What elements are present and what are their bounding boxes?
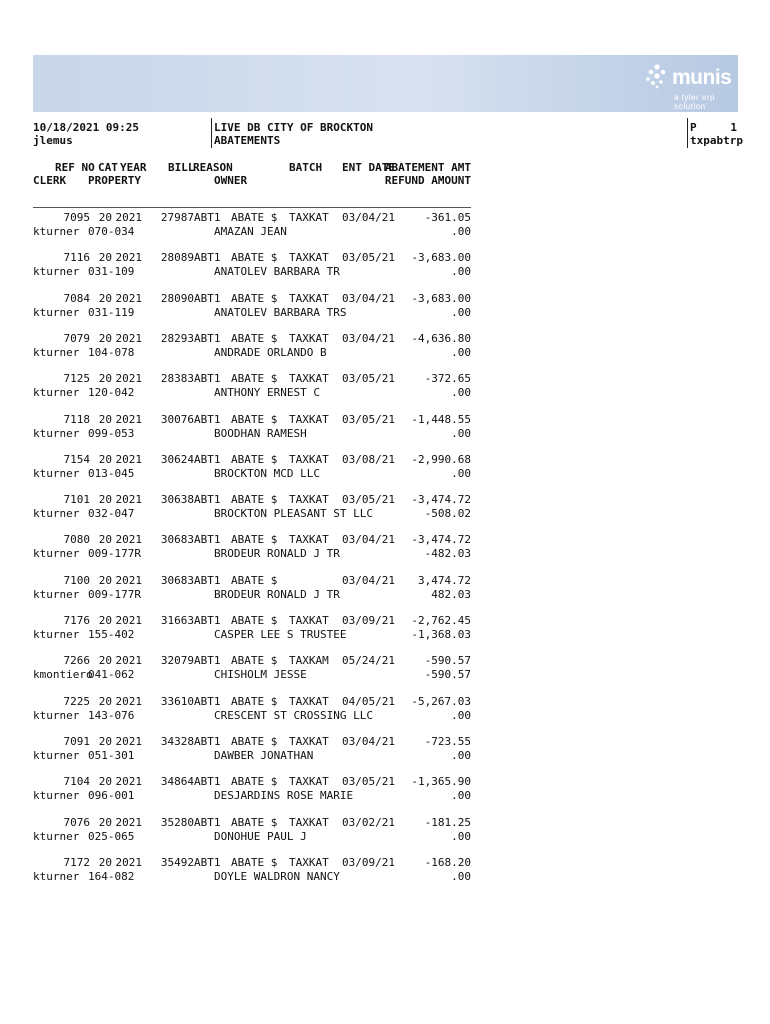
record-refund-amount: -1,368.03	[411, 628, 471, 641]
record-bill: 30683	[160, 573, 194, 587]
record-reason: ABT1	[194, 533, 221, 547]
record-bill: 34328	[160, 734, 194, 748]
record-bill: 35492	[160, 855, 194, 869]
header-divider-right	[687, 118, 688, 148]
record-desc: ABATE $	[231, 291, 278, 305]
record-ref-no: 7172	[63, 855, 90, 869]
record-abatement-amt: -3,474.72	[411, 493, 471, 507]
page-number: 1	[730, 121, 737, 134]
record-clerk: kturner	[33, 587, 80, 601]
col-year: YEAR	[120, 161, 147, 174]
report-datetime: 10/18/2021 09:25	[33, 121, 139, 134]
logo-wordmark: munis	[672, 66, 732, 89]
record-bill: 28090	[160, 291, 194, 305]
record-year: 2021	[115, 573, 142, 587]
record-clerk: kturner	[33, 345, 80, 359]
record-batch: TAXKAT	[289, 614, 329, 627]
record-batch: TAXKAT	[289, 734, 329, 748]
record-refund-amount: 482.03	[431, 587, 471, 601]
col-ent-date: ENT DATE	[342, 161, 395, 174]
record-property: 025-065	[88, 829, 135, 843]
record-refund-amount: -482.03	[424, 547, 471, 561]
record-year: 2021	[115, 614, 142, 627]
record-refund-amount: .00	[451, 789, 471, 803]
col-bill: BILL	[168, 161, 195, 174]
record-owner: ANTHONY ERNEST C	[214, 386, 320, 400]
record-owner: BRODEUR RONALD J TR	[214, 547, 340, 561]
record-desc: ABATE $	[231, 493, 278, 507]
record-bill: 33610	[160, 694, 194, 708]
record-ref-no: 7116	[63, 251, 90, 265]
record-owner: DOYLE WALDRON NANCY	[214, 869, 340, 883]
record-ref-no: 7079	[63, 331, 90, 345]
record-clerk: kturner	[33, 225, 80, 238]
record-desc: ABATE $	[231, 452, 278, 466]
record-clerk: kturner	[33, 265, 80, 279]
record-ref-no: 7091	[63, 734, 90, 748]
record-reason: ABT1	[194, 815, 221, 829]
record-reason: ABT1	[194, 412, 221, 426]
record-batch: TAXKAM	[289, 654, 329, 668]
record-ent-date: 03/08/21	[342, 452, 395, 466]
record-batch: TAXKAT	[289, 251, 329, 265]
record-desc: ABATE $	[231, 533, 278, 547]
record-row	[0, 614, 770, 644]
header-divider-left	[211, 118, 212, 148]
record-ref-no: 7101	[63, 493, 90, 507]
record-reason: ABT1	[194, 734, 221, 748]
record-clerk: kturner	[33, 708, 80, 722]
record-owner: ANDRADE ORLANDO B	[214, 345, 327, 359]
record-bill: 30076	[160, 412, 194, 426]
record-year: 2021	[115, 855, 142, 869]
record-year: 2021	[115, 654, 142, 668]
record-reason: ABT1	[194, 452, 221, 466]
record-ent-date: 03/04/21	[342, 533, 395, 547]
report-user: jlemus	[33, 134, 73, 147]
record-abatement-amt: -590.57	[424, 654, 471, 668]
record-year: 2021	[115, 331, 142, 345]
record-cat: 20	[98, 734, 112, 748]
record-ent-date: 03/05/21	[342, 775, 395, 789]
record-property: 164-082	[88, 869, 135, 883]
record-year: 2021	[115, 372, 142, 386]
record-reason: ABT1	[194, 654, 221, 668]
record-abatement-amt: -2,990.68	[411, 452, 471, 466]
record-reason: ABT1	[194, 251, 221, 265]
record-batch: TAXKAT	[289, 533, 329, 547]
record-ref-no: 7266	[63, 654, 90, 668]
record-year: 2021	[115, 452, 142, 466]
record-property: 009-177R	[88, 547, 141, 561]
record-row	[0, 775, 770, 805]
record-batch: TAXKAT	[289, 331, 329, 345]
record-abatement-amt: -3,683.00	[411, 251, 471, 265]
record-ref-no: 7125	[63, 372, 90, 386]
record-property: 032-047	[88, 507, 135, 521]
record-cat: 20	[98, 211, 112, 224]
record-ref-no: 7084	[63, 291, 90, 305]
record-refund-amount: .00	[451, 829, 471, 843]
record-ent-date: 03/05/21	[342, 251, 395, 265]
record-ent-date: 03/09/21	[342, 855, 395, 869]
report-subtitle: ABATEMENTS	[214, 134, 281, 147]
record-ref-no: 7100	[63, 573, 90, 587]
col-ref-no: REF NO	[55, 161, 95, 174]
munis-logo	[644, 63, 732, 111]
record-cat: 20	[98, 452, 112, 466]
header-rule	[33, 207, 471, 208]
record-clerk: kturner	[33, 426, 80, 440]
record-cat: 20	[98, 614, 112, 627]
record-cat: 20	[98, 855, 112, 869]
record-desc: ABATE $	[231, 694, 278, 708]
record-bill: 34864	[160, 775, 194, 789]
record-abatement-amt: -181.25	[424, 815, 471, 829]
record-year: 2021	[115, 493, 142, 507]
logo-tagline: a tyler erp solution	[674, 93, 716, 111]
record-cat: 20	[98, 412, 112, 426]
record-reason: ABT1	[194, 372, 221, 386]
record-cat: 20	[98, 654, 112, 668]
record-ent-date: 04/05/21	[342, 694, 395, 708]
record-owner: DESJARDINS ROSE MARIE	[214, 789, 354, 803]
record-clerk: kmontiero	[33, 668, 93, 682]
record-cat: 20	[98, 815, 112, 829]
record-abatement-amt: -3,683.00	[411, 291, 471, 305]
report-id: txpabtrp	[690, 134, 743, 147]
record-batch: TAXKAT	[289, 855, 329, 869]
record-owner: BRODEUR RONALD J TR	[214, 587, 340, 601]
record-refund-amount: .00	[451, 466, 471, 480]
record-property: 041-062	[88, 668, 135, 682]
record-year: 2021	[115, 533, 142, 547]
record-row	[0, 251, 770, 281]
record-property: 096-001	[88, 789, 135, 803]
record-year: 2021	[115, 815, 142, 829]
record-year: 2021	[115, 291, 142, 305]
col-batch: BATCH	[289, 161, 323, 174]
record-cat: 20	[98, 694, 112, 708]
record-cat: 20	[98, 775, 112, 789]
col-property: PROPERTY	[88, 174, 141, 187]
record-owner: BROCKTON MCD LLC	[214, 466, 320, 480]
record-reason: ABT1	[194, 775, 221, 789]
record-desc: ABATE $	[231, 734, 278, 748]
record-ent-date: 03/04/21	[342, 291, 395, 305]
record-row	[0, 735, 770, 765]
col-clerk: CLERK	[33, 174, 67, 187]
record-batch: TAXKAT	[289, 775, 329, 789]
record-ref-no: 7118	[63, 412, 90, 426]
record-ent-date: 03/04/21	[342, 331, 395, 345]
record-refund-amount: .00	[451, 265, 471, 279]
record-batch: TAXKAT	[289, 291, 329, 305]
record-owner: BROCKTON PLEASANT ST LLC	[214, 507, 373, 521]
record-refund-amount: .00	[451, 225, 471, 238]
record-row	[0, 332, 770, 362]
record-property: 155-402	[88, 628, 135, 641]
record-desc: ABATE $	[231, 331, 278, 345]
record-ent-date: 03/09/21	[342, 614, 395, 627]
record-ref-no: 7095	[63, 211, 90, 224]
record-abatement-amt: -372.65	[424, 372, 471, 386]
record-row	[0, 816, 770, 846]
record-cat: 20	[98, 372, 112, 386]
record-owner: BOODHAN RAMESH	[214, 426, 307, 440]
record-refund-amount: .00	[451, 869, 471, 883]
record-desc: ABATE $	[231, 412, 278, 426]
record-reason: ABT1	[194, 493, 221, 507]
record-batch: TAXKAT	[289, 452, 329, 466]
record-property: 013-045	[88, 466, 135, 480]
report-title: LIVE DB CITY OF BROCKTON	[214, 121, 373, 134]
record-owner: CHISHOLM JESSE	[214, 668, 307, 682]
record-ref-no: 7154	[63, 452, 90, 466]
record-bill: 28293	[160, 331, 194, 345]
record-clerk: kturner	[33, 547, 80, 561]
record-property: 120-042	[88, 386, 135, 400]
col-reason: REASON	[193, 161, 233, 174]
record-reason: ABT1	[194, 331, 221, 345]
record-refund-amount: .00	[451, 748, 471, 762]
record-abatement-amt: -723.55	[424, 734, 471, 748]
record-batch: TAXKAT	[289, 372, 329, 386]
record-refund-amount: -508.02	[424, 507, 471, 521]
record-cat: 20	[98, 291, 112, 305]
record-clerk: kturner	[33, 789, 80, 803]
record-batch: TAXKAT	[289, 211, 329, 224]
record-batch: TAXKAT	[289, 412, 329, 426]
record-bill: 28383	[160, 372, 194, 386]
record-owner: CRESCENT ST CROSSING LLC	[214, 708, 373, 722]
record-clerk: kturner	[33, 748, 80, 762]
record-clerk: kturner	[33, 386, 80, 400]
record-desc: ABATE $	[231, 573, 278, 587]
record-row	[0, 654, 770, 684]
record-row	[0, 292, 770, 322]
record-owner: ANATOLEV BARBARA TR	[214, 265, 340, 279]
record-row	[0, 493, 770, 523]
record-bill: 28089	[160, 251, 194, 265]
record-row	[0, 372, 770, 402]
record-owner: DONOHUE PAUL J	[214, 829, 307, 843]
record-owner: CASPER LEE S TRUSTEE	[214, 628, 347, 641]
col-cat: CAT	[98, 161, 118, 174]
record-bill: 27987	[160, 211, 194, 224]
record-ref-no: 7076	[63, 815, 90, 829]
record-bill: 30683	[160, 533, 194, 547]
record-reason: ABT1	[194, 855, 221, 869]
record-ent-date: 03/02/21	[342, 815, 395, 829]
record-owner: ANATOLEV BARBARA TRS	[214, 305, 347, 319]
record-property: 104-078	[88, 345, 135, 359]
record-abatement-amt: -361.05	[424, 211, 471, 224]
record-year: 2021	[115, 734, 142, 748]
record-desc: ABATE $	[231, 372, 278, 386]
record-cat: 20	[98, 331, 112, 345]
record-ref-no: 7176	[63, 614, 90, 627]
record-clerk: kturner	[33, 507, 80, 521]
record-refund-amount: .00	[451, 708, 471, 722]
record-desc: ABATE $	[231, 654, 278, 668]
record-batch: TAXKAT	[289, 815, 329, 829]
record-reason: ABT1	[194, 291, 221, 305]
dots-logo-icon	[644, 63, 670, 89]
record-row	[0, 413, 770, 443]
record-property: 099-053	[88, 426, 135, 440]
report-banner	[33, 55, 738, 112]
record-abatement-amt: -5,267.03	[411, 694, 471, 708]
col-refund-amount: REFUND AMOUNT	[384, 174, 471, 187]
record-clerk: kturner	[33, 869, 80, 883]
record-row	[0, 695, 770, 725]
record-property: 009-177R	[88, 587, 141, 601]
record-ref-no: 7225	[63, 694, 90, 708]
record-batch: TAXKAT	[289, 493, 329, 507]
record-ent-date: 03/04/21	[342, 734, 395, 748]
record-refund-amount: .00	[451, 345, 471, 359]
record-refund-amount: -590.57	[424, 668, 471, 682]
record-property: 031-109	[88, 265, 135, 279]
record-owner: AMAZAN JEAN	[214, 225, 287, 238]
record-cat: 20	[98, 533, 112, 547]
record-year: 2021	[115, 694, 142, 708]
record-desc: ABATE $	[231, 815, 278, 829]
record-abatement-amt: -168.20	[424, 855, 471, 869]
record-ent-date: 03/04/21	[342, 211, 395, 224]
page-label: P	[690, 121, 697, 134]
record-property: 070-034	[88, 225, 135, 238]
record-desc: ABATE $	[231, 855, 278, 869]
record-year: 2021	[115, 775, 142, 789]
record-row	[0, 453, 770, 483]
record-abatement-amt: 3,474.72	[418, 573, 471, 587]
record-desc: ABATE $	[231, 211, 278, 224]
record-year: 2021	[115, 211, 142, 224]
record-cat: 20	[98, 493, 112, 507]
record-clerk: kturner	[33, 305, 80, 319]
record-row	[0, 574, 770, 604]
record-cat: 20	[98, 573, 112, 587]
record-refund-amount: .00	[451, 426, 471, 440]
record-clerk: kturner	[33, 628, 80, 641]
record-bill: 30624	[160, 452, 194, 466]
record-desc: ABATE $	[231, 775, 278, 789]
col-owner: OWNER	[214, 174, 248, 187]
record-year: 2021	[115, 251, 142, 265]
record-refund-amount: .00	[451, 305, 471, 319]
record-ent-date: 03/05/21	[342, 412, 395, 426]
record-ent-date: 05/24/21	[342, 654, 395, 668]
record-bill: 31663	[160, 614, 194, 627]
record-bill: 32079	[160, 654, 194, 668]
record-ent-date: 03/05/21	[342, 493, 395, 507]
record-ref-no: 7080	[63, 533, 90, 547]
record-year: 2021	[115, 412, 142, 426]
record-reason: ABT1	[194, 694, 221, 708]
record-reason: ABT1	[194, 614, 221, 627]
record-desc: ABATE $	[231, 614, 278, 627]
record-bill: 30638	[160, 493, 194, 507]
record-cat: 20	[98, 251, 112, 265]
record-property: 051-301	[88, 748, 135, 762]
record-reason: ABT1	[194, 211, 221, 224]
record-abatement-amt: -1,365.90	[411, 775, 471, 789]
record-refund-amount: .00	[451, 386, 471, 400]
record-ent-date: 03/05/21	[342, 372, 395, 386]
record-reason: ABT1	[194, 573, 221, 587]
record-row	[0, 211, 770, 241]
record-ent-date: 03/04/21	[342, 573, 395, 587]
record-clerk: kturner	[33, 466, 80, 480]
record-abatement-amt: -3,474.72	[411, 533, 471, 547]
record-ref-no: 7104	[63, 775, 90, 789]
record-abatement-amt: -1,448.55	[411, 412, 471, 426]
record-batch: TAXKAT	[289, 694, 329, 708]
record-abatement-amt: -4,636.80	[411, 331, 471, 345]
record-desc: ABATE $	[231, 251, 278, 265]
record-property: 143-076	[88, 708, 135, 722]
record-bill: 35280	[160, 815, 194, 829]
record-row	[0, 856, 770, 886]
record-clerk: kturner	[33, 829, 80, 843]
record-owner: DAWBER JONATHAN	[214, 748, 314, 762]
record-row	[0, 533, 770, 563]
col-abatement-amt: ABATEMENT AMT	[384, 161, 471, 174]
record-property: 031-119	[88, 305, 135, 319]
record-abatement-amt: -2,762.45	[411, 614, 471, 627]
